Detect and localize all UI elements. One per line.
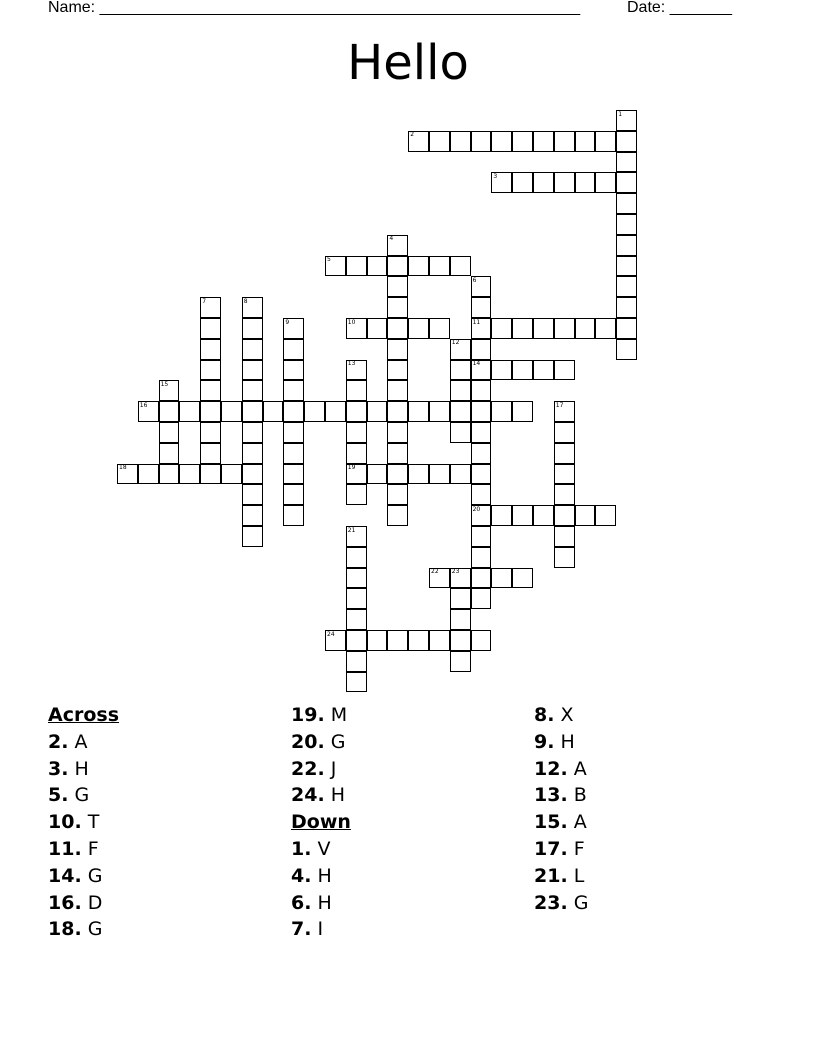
clue-text: F [81, 837, 99, 860]
clue-text: G [324, 730, 346, 753]
clue-column-1 [48, 702, 119, 943]
clue-text: H [68, 757, 89, 780]
grid-cell[interactable] [242, 339, 263, 360]
grid-cell[interactable] [387, 401, 408, 422]
clue-text: L [567, 864, 585, 887]
grid-cell[interactable] [512, 131, 533, 152]
cell-number: 9 [285, 318, 290, 326]
grid-cell[interactable] [159, 401, 180, 422]
grid-cell[interactable] [200, 443, 221, 464]
grid-cell[interactable] [533, 131, 554, 152]
name-field-label[interactable]: Name: ______________________________________________________ [48, 0, 581, 16]
grid-cell[interactable] [512, 360, 533, 381]
cell-number: 14 [472, 360, 481, 368]
clue-item [48, 836, 119, 863]
grid-cell[interactable] [450, 609, 471, 630]
grid-cell[interactable] [616, 172, 637, 193]
cell-number: 24 [327, 630, 335, 638]
grid-cell[interactable] [471, 401, 492, 422]
grid-cell[interactable] [367, 256, 388, 277]
grid-cell[interactable] [491, 568, 512, 589]
grid-cell[interactable] [429, 256, 450, 277]
grid-cell[interactable] [387, 505, 408, 526]
grid-cell[interactable] [471, 339, 492, 360]
grid-cell[interactable] [575, 505, 596, 526]
grid-cell[interactable] [491, 505, 512, 526]
cell-number: 3 [493, 172, 498, 180]
clue-number: 10. [48, 811, 82, 834]
clue-number: 14. [48, 864, 82, 887]
grid-cell[interactable] [554, 443, 575, 464]
clue-text: H [324, 784, 345, 807]
clue-number: 2. [48, 730, 69, 753]
clue-number: 15. [534, 811, 568, 834]
clue-text: G [567, 891, 589, 914]
clue-item [291, 863, 351, 890]
grid-cell[interactable] [533, 360, 554, 381]
clue-item [48, 782, 119, 809]
grid-cell[interactable] [450, 256, 471, 277]
grid-cell[interactable] [595, 131, 616, 152]
clue-text: H [311, 864, 332, 887]
clue-number: 18. [48, 918, 82, 941]
grid-cell[interactable] [554, 505, 575, 526]
clue-number: 16. [48, 891, 82, 914]
grid-cell[interactable] [575, 172, 596, 193]
clue-number: 19. [291, 704, 325, 726]
clue-item [534, 890, 588, 917]
grid-cell[interactable] [242, 360, 263, 381]
clue-text: A [567, 811, 587, 834]
grid-cell[interactable] [429, 630, 450, 651]
grid-cell[interactable] [429, 131, 450, 152]
grid-cell[interactable] [346, 547, 367, 568]
grid-cell[interactable] [387, 464, 408, 485]
grid-cell[interactable] [450, 588, 471, 609]
clue-item [48, 890, 119, 917]
clue-item [534, 702, 588, 729]
cell-number: 12 [451, 339, 460, 347]
grid-cell[interactable] [616, 339, 637, 360]
clue-number: 23. [534, 891, 568, 914]
grid-cell[interactable] [367, 464, 388, 485]
grid-cell[interactable] [346, 380, 367, 401]
puzzle-title: Hello [347, 35, 469, 91]
clue-number: 17. [534, 837, 568, 860]
grid-cell[interactable] [450, 464, 471, 485]
cell-number: 20 [472, 505, 481, 513]
clue-text: J [324, 757, 337, 780]
clue-item [291, 756, 351, 783]
grid-cell[interactable] [387, 380, 408, 401]
cell-number: 19 [347, 464, 356, 472]
grid-cell[interactable] [450, 401, 471, 422]
clue-item [534, 809, 588, 836]
grid-cell[interactable] [554, 131, 575, 152]
grid-cell[interactable] [387, 276, 408, 297]
cell-number: 7 [202, 297, 207, 305]
grid-cell[interactable] [200, 422, 221, 443]
clue-text: F [567, 837, 585, 860]
cell-number: 8 [243, 297, 248, 305]
grid-cell[interactable] [221, 401, 242, 422]
grid-cell[interactable] [346, 568, 367, 589]
clue-text: G [81, 918, 103, 941]
grid-cell[interactable] [471, 547, 492, 568]
clue-text: X [554, 704, 574, 726]
grid-cell[interactable] [450, 360, 471, 381]
grid-cell[interactable] [283, 360, 304, 381]
clue-item [48, 863, 119, 890]
grid-cell[interactable] [387, 630, 408, 651]
clue-number: 4. [291, 864, 312, 887]
grid-cell[interactable] [283, 464, 304, 485]
grid-cell[interactable] [471, 630, 492, 651]
cell-number: 23 [451, 568, 460, 576]
grid-cell[interactable] [200, 401, 221, 422]
grid-cell[interactable] [242, 422, 263, 443]
cell-number: 5 [327, 256, 331, 264]
clue-text: M [324, 704, 348, 726]
clue-text: H [311, 891, 332, 914]
grid-cell[interactable] [159, 464, 180, 485]
grid-cell[interactable] [367, 318, 388, 339]
grid-cell[interactable] [512, 568, 533, 589]
grid-cell[interactable] [575, 131, 596, 152]
grid-cell[interactable] [595, 172, 616, 193]
clue-text: A [68, 730, 88, 753]
grid-cell[interactable] [471, 422, 492, 443]
grid-cell[interactable] [304, 401, 325, 422]
clue-item [534, 782, 588, 809]
grid-cell[interactable] [200, 464, 221, 485]
grid-cell[interactable] [554, 484, 575, 505]
clue-number: 13. [534, 784, 568, 807]
clue-text: D [81, 891, 103, 914]
grid-cell[interactable] [450, 131, 471, 152]
grid-cell[interactable] [387, 360, 408, 381]
grid-cell[interactable] [283, 484, 304, 505]
grid-cell[interactable] [554, 526, 575, 547]
grid-cell[interactable] [616, 193, 637, 214]
grid-cell[interactable] [554, 360, 575, 381]
grid-cell[interactable] [387, 256, 408, 277]
clue-item [291, 890, 351, 917]
clue-heading: Across [48, 704, 120, 726]
grid-cell[interactable] [179, 464, 200, 485]
cell-number: 13 [347, 360, 356, 368]
grid-cell[interactable] [408, 318, 429, 339]
grid-cell[interactable] [512, 318, 533, 339]
grid-cell[interactable] [554, 172, 575, 193]
grid-cell[interactable] [242, 380, 263, 401]
grid-cell[interactable] [554, 464, 575, 485]
grid-cell[interactable] [200, 339, 221, 360]
clue-item [291, 916, 351, 943]
grid-cell[interactable] [471, 380, 492, 401]
clue-number: 12. [534, 757, 568, 780]
grid-cell[interactable] [616, 318, 637, 339]
clue-item [291, 702, 351, 729]
clue-item [534, 863, 588, 890]
grid-cell[interactable] [408, 630, 429, 651]
grid-cell[interactable] [346, 588, 367, 609]
grid-cell[interactable] [554, 547, 575, 568]
date-field-label[interactable]: Date: _______ [627, 0, 732, 16]
grid-cell[interactable] [242, 484, 263, 505]
grid-cell[interactable] [346, 609, 367, 630]
clue-number: 7. [291, 918, 312, 941]
grid-cell[interactable] [242, 401, 263, 422]
clue-heading: Down [291, 811, 351, 834]
clue-item [48, 916, 119, 943]
cell-number: 11 [472, 318, 481, 326]
clue-item [48, 756, 119, 783]
grid-cell[interactable] [471, 484, 492, 505]
grid-cell[interactable] [325, 401, 346, 422]
clue-number: 6. [291, 891, 312, 914]
cell-number: 4 [389, 235, 394, 243]
cell-number: 22 [431, 568, 439, 576]
grid-cell[interactable] [179, 401, 200, 422]
grid-cell[interactable] [512, 172, 533, 193]
grid-cell[interactable] [491, 318, 512, 339]
grid-cell[interactable] [616, 235, 637, 256]
grid-cell[interactable] [491, 131, 512, 152]
grid-cell[interactable] [138, 464, 159, 485]
clue-text: I [311, 918, 324, 941]
cell-number: 16 [139, 401, 148, 409]
grid-cell[interactable] [554, 318, 575, 339]
clue-number: 8. [534, 704, 555, 726]
grid-cell[interactable] [408, 256, 429, 277]
grid-cell[interactable] [200, 318, 221, 339]
grid-cell[interactable] [346, 651, 367, 672]
clue-column-2 [291, 702, 351, 943]
grid-cell[interactable] [471, 588, 492, 609]
grid-cell[interactable] [387, 339, 408, 360]
grid-cell[interactable] [283, 339, 304, 360]
grid-cell[interactable] [595, 505, 616, 526]
grid-cell[interactable] [429, 401, 450, 422]
grid-cell[interactable] [221, 464, 242, 485]
grid-cell[interactable] [450, 422, 471, 443]
cell-number: 6 [472, 276, 477, 284]
grid-cell[interactable] [367, 401, 388, 422]
cell-number: 17 [555, 401, 564, 409]
clue-number: 3. [48, 757, 69, 780]
clue-text: A [567, 757, 587, 780]
grid-cell[interactable] [471, 526, 492, 547]
clue-number: 22. [291, 757, 325, 780]
grid-cell[interactable] [346, 630, 367, 651]
clue-text: T [81, 811, 100, 834]
cell-number: 18 [119, 464, 127, 472]
grid-cell[interactable] [387, 318, 408, 339]
grid-cell[interactable] [512, 505, 533, 526]
grid-cell[interactable] [283, 401, 304, 422]
clue-column-3 [534, 702, 588, 916]
grid-cell[interactable] [533, 318, 554, 339]
clue-item [534, 756, 588, 783]
clue-text: V [311, 837, 331, 860]
grid-cell[interactable] [616, 152, 637, 173]
clue-number: 5. [48, 784, 69, 807]
grid-cell[interactable] [242, 464, 263, 485]
grid-cell[interactable] [429, 464, 450, 485]
grid-cell[interactable] [387, 422, 408, 443]
grid-cell[interactable] [616, 131, 637, 152]
clue-number: 1. [291, 837, 312, 860]
grid-cell[interactable] [408, 464, 429, 485]
clue-number: 20. [291, 730, 325, 753]
clue-item [291, 836, 351, 863]
cell-number: 21 [347, 526, 356, 534]
clue-item [534, 729, 588, 756]
grid-cell[interactable] [200, 360, 221, 381]
grid-cell[interactable] [616, 297, 637, 318]
grid-cell[interactable] [533, 505, 554, 526]
clue-number: 11. [48, 837, 82, 860]
grid-cell[interactable] [554, 422, 575, 443]
clue-item [291, 782, 351, 809]
grid-cell[interactable] [616, 276, 637, 297]
cell-number: 2 [410, 131, 415, 139]
clue-item [534, 836, 588, 863]
grid-cell[interactable] [242, 318, 263, 339]
cell-number: 1 [618, 110, 623, 118]
grid-cell[interactable] [450, 380, 471, 401]
grid-cell[interactable] [595, 318, 616, 339]
grid-cell[interactable] [346, 401, 367, 422]
clue-number: 9. [534, 730, 555, 753]
clue-item [48, 729, 119, 756]
grid-cell[interactable] [159, 443, 180, 464]
grid-cell[interactable] [346, 256, 367, 277]
grid-cell[interactable] [471, 464, 492, 485]
grid-cell[interactable] [471, 131, 492, 152]
grid-cell[interactable] [616, 214, 637, 235]
cell-number: 15 [160, 380, 169, 388]
clue-text: B [567, 784, 587, 807]
clue-item [291, 729, 351, 756]
clue-number: 24. [291, 784, 325, 807]
cell-number: 10 [347, 318, 356, 326]
grid-cell[interactable] [533, 172, 554, 193]
grid-cell[interactable] [242, 443, 263, 464]
grid-cell[interactable] [346, 443, 367, 464]
grid-cell[interactable] [491, 360, 512, 381]
grid-cell[interactable] [387, 443, 408, 464]
grid-cell[interactable] [471, 568, 492, 589]
grid-cell[interactable] [387, 297, 408, 318]
clue-text: G [68, 784, 90, 807]
grid-cell[interactable] [512, 401, 533, 422]
grid-cell[interactable] [159, 422, 180, 443]
grid-cell[interactable] [450, 630, 471, 651]
grid-cell[interactable] [616, 256, 637, 277]
clue-text: G [81, 864, 103, 887]
grid-cell[interactable] [283, 505, 304, 526]
clue-number: 21. [534, 864, 568, 887]
clue-item [48, 809, 119, 836]
grid-cell[interactable] [346, 484, 367, 505]
grid-cell[interactable] [283, 422, 304, 443]
grid-cell[interactable] [263, 401, 284, 422]
grid-cell[interactable] [242, 526, 263, 547]
grid-cell[interactable] [346, 422, 367, 443]
grid-cell[interactable] [283, 380, 304, 401]
grid-cell[interactable] [471, 443, 492, 464]
grid-cell[interactable] [471, 297, 492, 318]
grid-cell[interactable] [491, 401, 512, 422]
grid-cell[interactable] [387, 484, 408, 505]
grid-cell[interactable] [242, 505, 263, 526]
grid-cell[interactable] [200, 380, 221, 401]
grid-cell[interactable] [429, 318, 450, 339]
grid-cell[interactable] [346, 672, 367, 693]
grid-cell[interactable] [450, 651, 471, 672]
grid-cell[interactable] [367, 630, 388, 651]
grid-cell[interactable] [575, 318, 596, 339]
grid-cell[interactable] [408, 401, 429, 422]
grid-cell[interactable] [283, 443, 304, 464]
clue-text: H [554, 730, 575, 753]
